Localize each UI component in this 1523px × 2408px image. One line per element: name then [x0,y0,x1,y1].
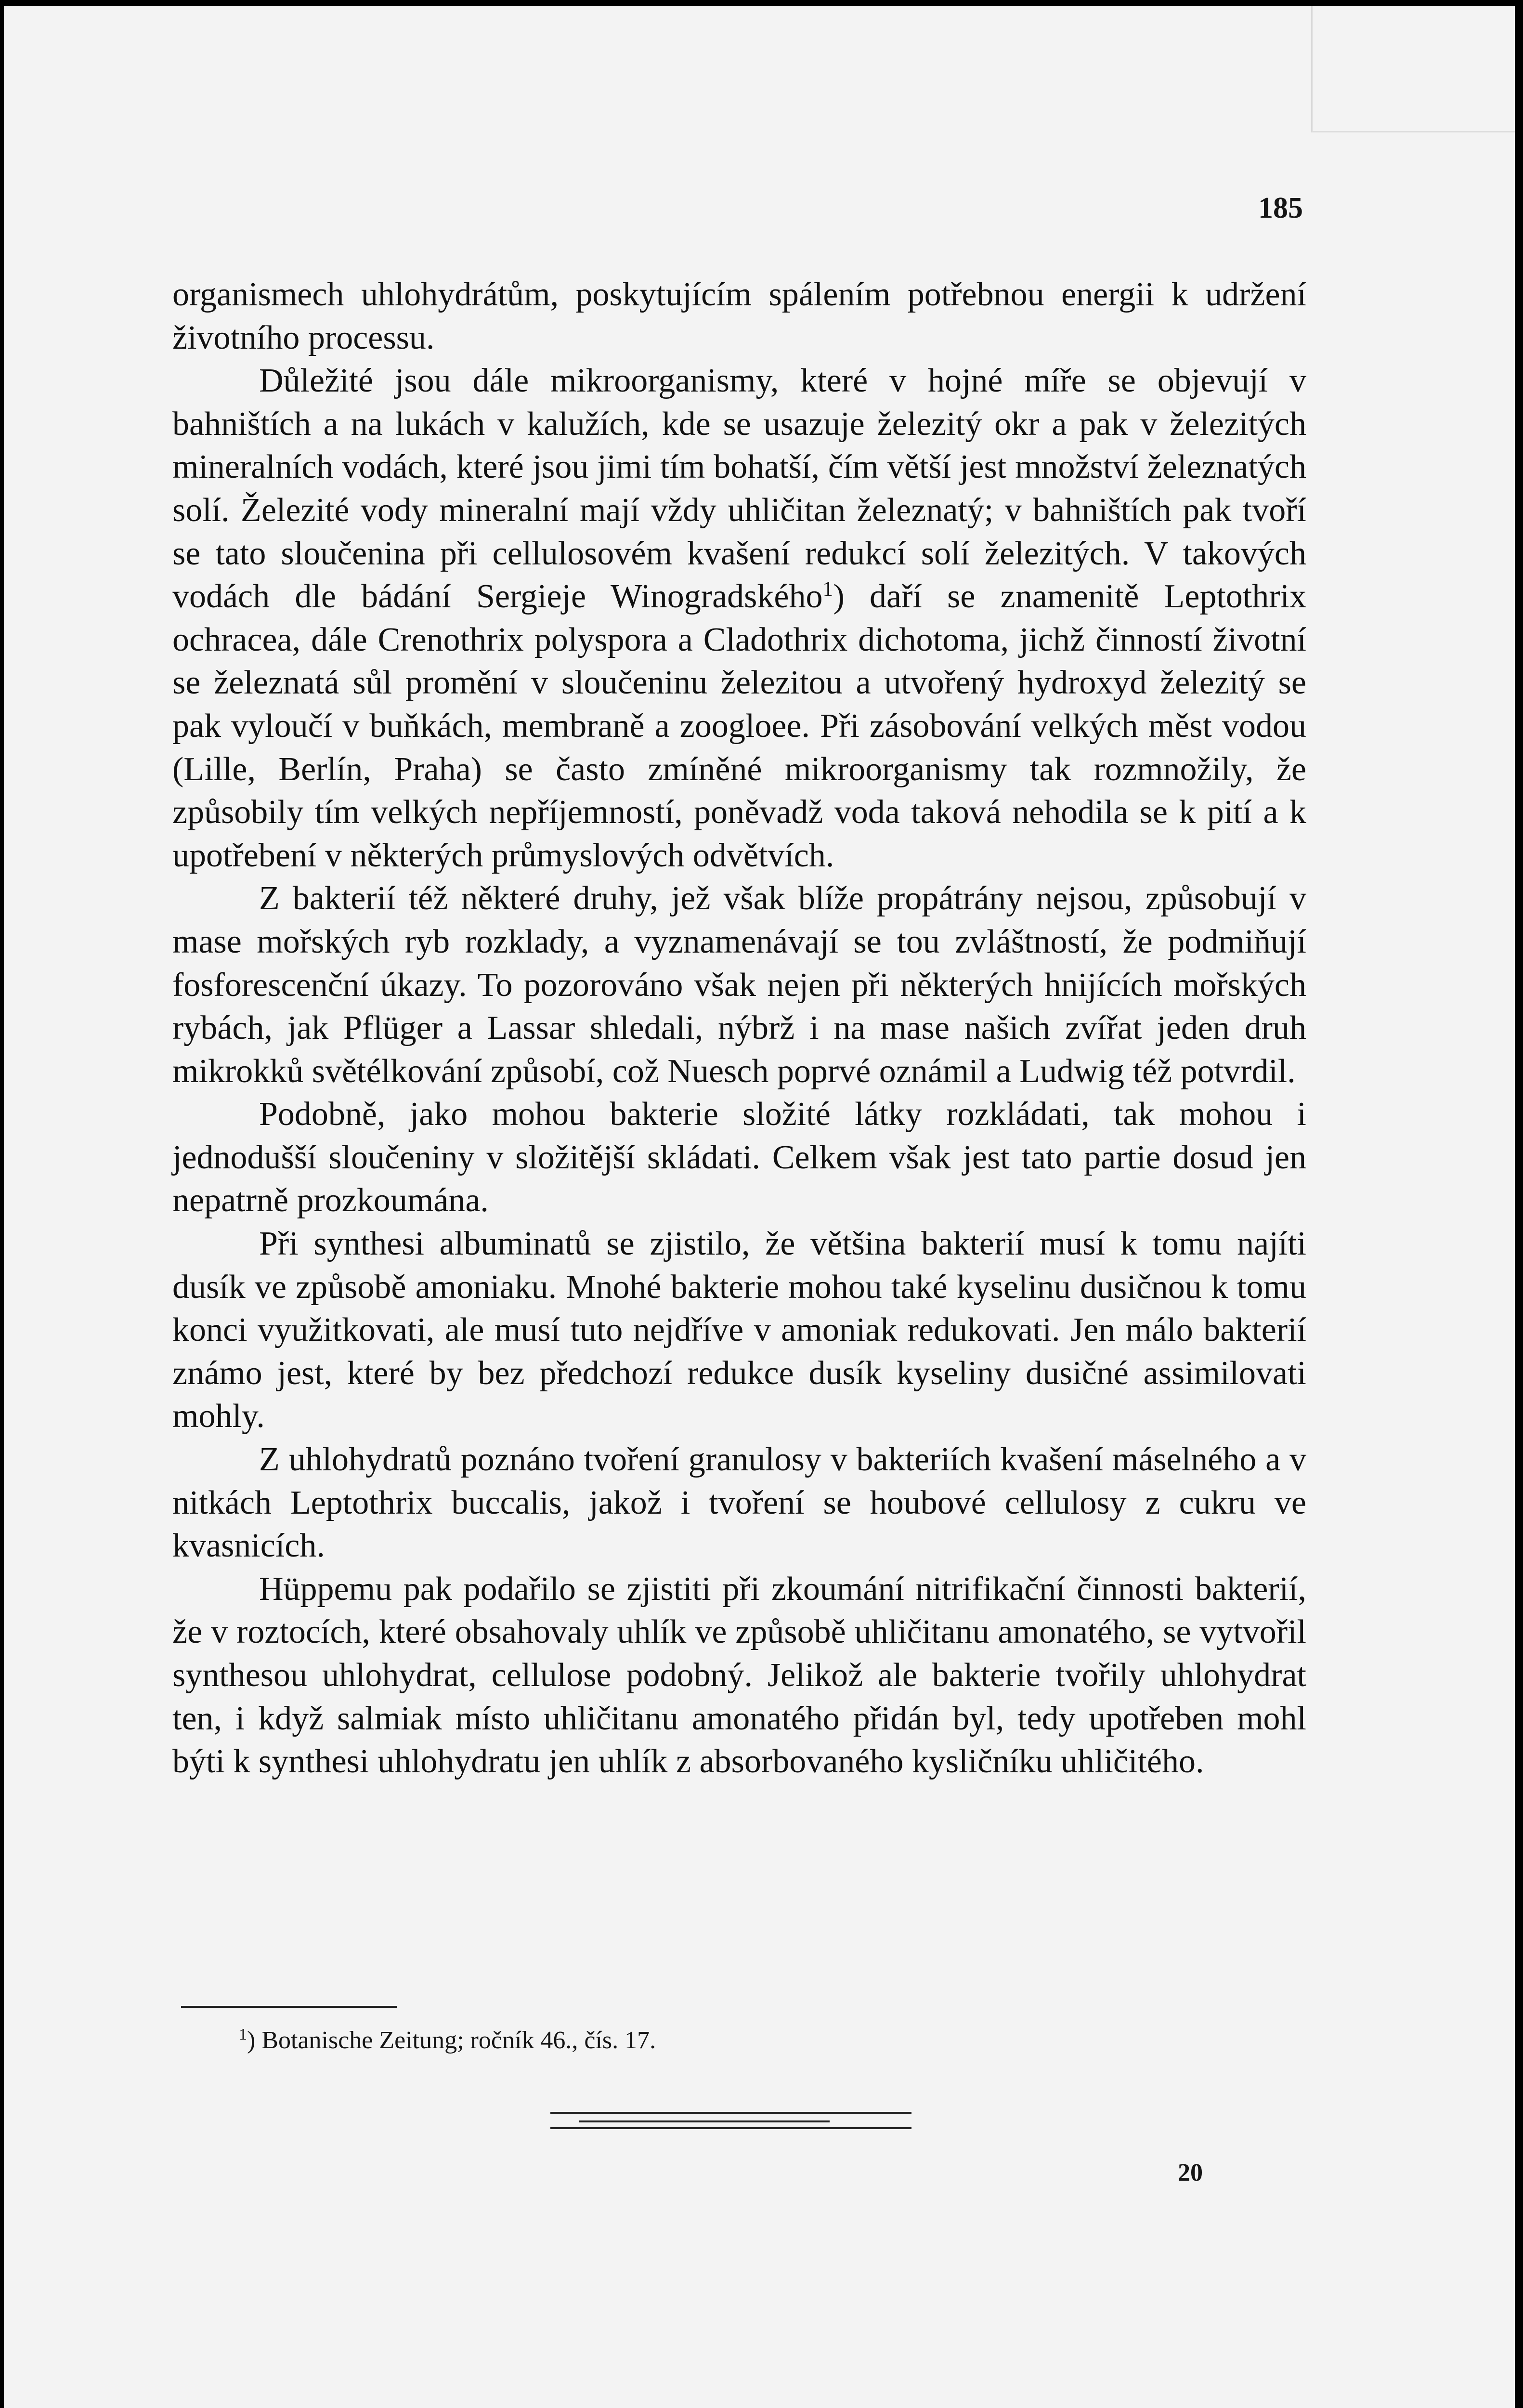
body-text [172,273,1306,1783]
paragraph-1: organismech uhlohydrátům, poskytujícím spálením potřebnou energii k udržení životního processu. [172,276,1306,356]
book-page [4,6,1515,2408]
footnote-divider [181,2006,397,2008]
page-number: 185 [1258,192,1303,224]
end-ornament-rule [550,2127,911,2129]
paragraph-2 [172,359,1306,877]
footnote-reference: 1 [822,577,833,601]
paragraph-4: Podobně, jako mohou bakterie složité látky rozkládati, tak mohou i jednodušší sloučeniny v složitější skládati. Celkem však jest tato partie dosud jen nepatrně prozkoumána. [172,1096,1306,1219]
end-ornament-rule [579,2120,830,2122]
footnote [239,2024,1298,2057]
paragraph-7: Hüppemu pak podařilo se zjistiti při zkoumání nitrifikační činnosti bakterií, že v roztocích, které obsahovaly uhlík ve způsobě uhličitanu amonatého, se vytvořil synthesou uhlohydrat, cellulose podobný. Jelikož ale bakterie tvořily uhlohydrat ten, i když salmiak místo uhličitanu amonatého přidán byl, tedy upotřeben mohl býti k synthesi uhlohydratu jen uhlík z absorbovaného kysličníku uhličitého. [172,1570,1306,1780]
paragraph-2-text-after: ) daří se znamenitě Leptothrix ochracea, dále Crenothrix polyspora a Cladothrix dichotoma, jichž činností životní se železnatá sůl promění v sloučeninu železitou a utvořený hydroxyd železitý se pak vyloučí v buňkách, membraně a zoogloee. Při zásobování velkých měst vodou (Lille, Berlín, Praha) se často zmíněné mikroorganismy tak rozmnožily, že způsobily tím velkých nepříjemností, poněvadž voda taková nehodila se k pití a k upotřebení v některých průmyslových odvětvích. [172,578,1306,874]
paragraph-6: Z uhlohydratů poznáno tvoření granulosy v bakteriích kvašení máselného a v nitkách Leptothrix buccalis, jakož i tvoření se houbové cellulosy z cukru ve kvasnicích. [172,1441,1306,1565]
paragraph-3: Z bakterií též některé druhy, jež však blíže propátrány nejsou, způsobují v mase mořských ryb rozklady, a vyznamenávají se tou zvláštností, že podmiňují fosforescenční úkazy. To pozorováno však nejen při některých hnijících mořských rybách, jak Pflüger a Lassar shledali, nýbrž i na mase našich zvířat jeden druh mikrokků světélkování způsobí, což Nuesch poprvé oznámil a Ludwig též potvrdil. [172,880,1306,1090]
paragraph-2-text: Důležité jsou dále mikroorganismy, které v hojné míře se objevují v bahništích a na lukách v kalužích, kde se usazuje železitý okr a pak v železitých mineralních vodách, které jsou jimi tím bohatší, čím větší jest množství železnatých solí. Železité vody mineralní mají vždy uhličitan železnatý; v bahništích pak tvoří se tato sloučenina při cellulosovém kvašení redukcí solí železitých. V takových vodách dle bádání Sergieje Winogradského [172,362,1306,615]
footnote-text: ) Botanische Zeitung; ročník 46., čís. 17. [247,2027,656,2054]
paragraph-5: Při synthesi albuminatů se zjistilo, že většina bakterií musí k tomu najíti dusík ve způsobě amoniaku. Mnohé bakterie mohou také kyselinu dusičnou k tomu konci využitkovati, ale musí tuto nejdříve v amoniak redukovati. Jen málo bakterií známo jest, které by bez předchozí redukce dusík kyseliny dusičné assimilovati mohly. [172,1225,1306,1435]
end-ornament-rule [550,2112,911,2114]
printer-signature: 20 [1178,2159,1203,2186]
scan-edge [1311,6,1515,132]
footnote-marker: 1 [239,2026,247,2043]
